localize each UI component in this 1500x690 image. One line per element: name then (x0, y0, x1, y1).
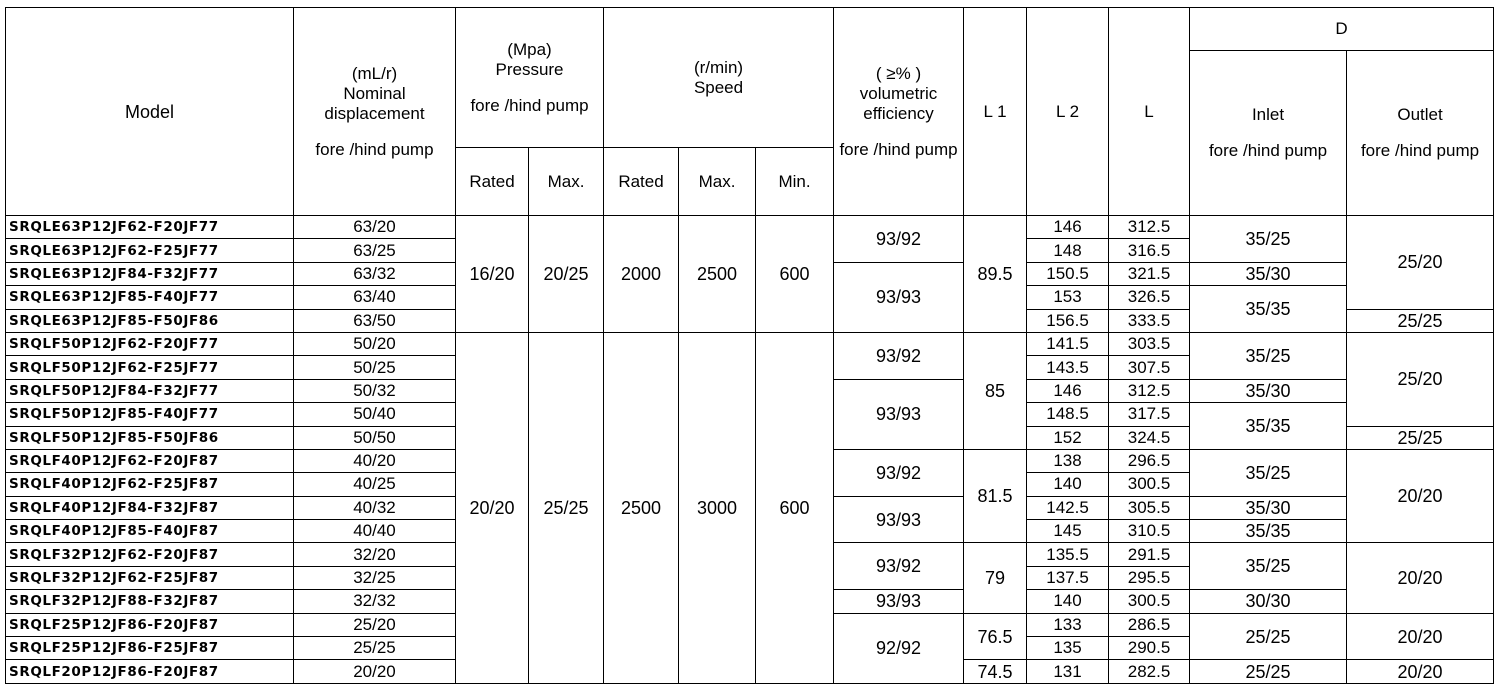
model-cell: SRQLF40P12JF85-F40JF87 (6, 520, 294, 543)
model-cell: SRQLF32P12JF88-F32JF87 (6, 590, 294, 613)
l2-cell: 156.5 (1027, 309, 1109, 332)
outlet-header (1347, 51, 1494, 216)
outlet-cell: 25/25 (1347, 309, 1494, 332)
inlet-label: Inlet (1251, 105, 1285, 124)
model-cell: SRQLF20P12JF86-F20JF87 (6, 660, 294, 684)
model-cell: SRQLE63P12JF62-F25JF77 (6, 239, 294, 262)
pressure-max-cell: 25/25 (529, 332, 604, 683)
pressure-rated-cell: 16/20 (456, 216, 529, 333)
inlet-cell: 35/35 (1190, 520, 1347, 543)
l-cell: 312.5 (1109, 216, 1190, 239)
displacement-cell: 40/25 (294, 473, 456, 496)
efficiency-fore-hind: fore /hind pump (839, 139, 958, 159)
inlet-cell: 35/30 (1190, 379, 1347, 402)
model-cell: SRQLF50P12JF85-F40JF77 (6, 403, 294, 426)
l2-cell: 140 (1027, 473, 1109, 496)
l-cell: 310.5 (1109, 520, 1190, 543)
displacement-cell: 63/40 (294, 286, 456, 309)
model-cell: SRQLF25P12JF86-F25JF87 (6, 637, 294, 660)
model-cell: SRQLF50P12JF62-F25JF77 (6, 356, 294, 379)
outlet-cell: 25/25 (1347, 426, 1494, 449)
displacement-label: Nominal displacement (324, 83, 425, 123)
l2-cell: 153 (1027, 286, 1109, 309)
l-cell: 296.5 (1109, 449, 1190, 472)
l-cell: 290.5 (1109, 637, 1190, 660)
efficiency-cell: 93/92 (834, 216, 964, 263)
l1-cell: 89.5 (964, 216, 1027, 333)
displacement-unit: (mL/r) (351, 63, 398, 83)
l2-cell: 141.5 (1027, 332, 1109, 355)
speed-min-cell: 600 (756, 216, 834, 333)
efficiency-cell: 93/93 (834, 379, 964, 449)
inlet-cell: 35/30 (1190, 262, 1347, 285)
model-cell: SRQLF25P12JF86-F20JF87 (6, 613, 294, 636)
l-cell: 312.5 (1109, 379, 1190, 402)
efficiency-unit: ( ≥% ) (875, 63, 922, 83)
pressure-rated-cell: 20/20 (456, 332, 529, 683)
outlet-cell: 25/20 (1347, 332, 1494, 426)
displacement-cell: 40/20 (294, 449, 456, 472)
l-cell: 291.5 (1109, 543, 1190, 566)
d-header: D (1190, 8, 1494, 51)
model-cell: SRQLE63P12JF84-F32JF77 (6, 262, 294, 285)
outlet-cell: 25/20 (1347, 216, 1494, 310)
efficiency-cell: 92/92 (834, 613, 964, 683)
model-cell: SRQLF40P12JF62-F20JF87 (6, 449, 294, 472)
efficiency-cell: 93/92 (834, 332, 964, 379)
l-cell: 326.5 (1109, 286, 1190, 309)
l-cell: 286.5 (1109, 613, 1190, 636)
speed-max-cell: 2500 (679, 216, 756, 333)
displacement-cell: 25/20 (294, 613, 456, 636)
speed-rated-cell: 2000 (604, 216, 679, 333)
l2-cell: 131 (1027, 660, 1109, 684)
l2-cell: 133 (1027, 613, 1109, 636)
l-cell: 295.5 (1109, 566, 1190, 589)
l2-cell: 152 (1027, 426, 1109, 449)
model-cell: SRQLE63P12JF62-F20JF77 (6, 216, 294, 239)
l2-cell: 148.5 (1027, 403, 1109, 426)
speed-max-header: Max. (679, 148, 756, 216)
table-row (6, 332, 1494, 355)
l-cell: 321.5 (1109, 262, 1190, 285)
displacement-fore-hind: fore /hind pump (315, 139, 434, 159)
displacement-cell: 63/50 (294, 309, 456, 332)
displacement-cell: 32/20 (294, 543, 456, 566)
model-cell: SRQLF50P12JF84-F32JF77 (6, 379, 294, 402)
pressure-max-header: Max. (529, 148, 604, 216)
l2-cell: 140 (1027, 590, 1109, 613)
efficiency-cell: 93/93 (834, 496, 964, 543)
l1-header: L 1 (964, 8, 1027, 216)
l1-cell: 74.5 (964, 660, 1027, 684)
efficiency-header (834, 8, 964, 216)
model-header: Model (6, 8, 294, 216)
l1-cell: 85 (964, 332, 1027, 449)
l-cell: 300.5 (1109, 473, 1190, 496)
l2-cell: 142.5 (1027, 496, 1109, 519)
l-cell: 333.5 (1109, 309, 1190, 332)
speed-header (604, 8, 834, 148)
inlet-cell: 35/30 (1190, 496, 1347, 519)
outlet-cell: 20/20 (1347, 660, 1494, 684)
speed-label: Speed (693, 77, 744, 97)
outlet-cell: 20/20 (1347, 613, 1494, 660)
efficiency-label: volumetric efficiency (859, 83, 938, 123)
l2-cell: 137.5 (1027, 566, 1109, 589)
displacement-cell: 25/25 (294, 637, 456, 660)
outlet-cell: 20/20 (1347, 543, 1494, 613)
l2-header: L 2 (1027, 8, 1109, 216)
displacement-cell: 32/25 (294, 566, 456, 589)
model-cell: SRQLF50P12JF85-F50JF86 (6, 426, 294, 449)
l1-cell: 79 (964, 543, 1027, 613)
pressure-max-cell: 20/25 (529, 216, 604, 333)
model-cell: SRQLE63P12JF85-F40JF77 (6, 286, 294, 309)
model-cell: SRQLF32P12JF62-F20JF87 (6, 543, 294, 566)
speed-max-cell: 3000 (679, 332, 756, 683)
model-cell: SRQLF32P12JF62-F25JF87 (6, 566, 294, 589)
l2-cell: 148 (1027, 239, 1109, 262)
speed-rated-header: Rated (604, 148, 679, 216)
outlet-fore-hind: fore /hind pump (1360, 141, 1480, 160)
l-cell: 303.5 (1109, 332, 1190, 355)
speed-unit: (r/min) (693, 57, 744, 77)
efficiency-cell: 93/92 (834, 449, 964, 496)
l-cell: 307.5 (1109, 356, 1190, 379)
inlet-cell: 35/25 (1190, 449, 1347, 496)
l2-cell: 135.5 (1027, 543, 1109, 566)
inlet-cell: 25/25 (1190, 660, 1347, 684)
inlet-cell: 25/25 (1190, 613, 1347, 660)
table-row (6, 216, 1494, 239)
efficiency-cell: 93/93 (834, 262, 964, 332)
displacement-cell: 50/40 (294, 403, 456, 426)
l1-cell: 76.5 (964, 613, 1027, 660)
inlet-cell: 35/35 (1190, 403, 1347, 450)
inlet-cell: 35/25 (1190, 543, 1347, 590)
l-cell: 300.5 (1109, 590, 1190, 613)
l-cell: 282.5 (1109, 660, 1190, 684)
pressure-label: Pressure (495, 59, 564, 79)
displacement-cell: 50/20 (294, 332, 456, 355)
efficiency-cell: 93/92 (834, 543, 964, 590)
l2-cell: 143.5 (1027, 356, 1109, 379)
model-cell: SRQLE63P12JF85-F50JF86 (6, 309, 294, 332)
model-cell: SRQLF40P12JF84-F32JF87 (6, 496, 294, 519)
model-cell: SRQLF40P12JF62-F25JF87 (6, 473, 294, 496)
displacement-cell: 32/32 (294, 590, 456, 613)
l-cell: 305.5 (1109, 496, 1190, 519)
l2-cell: 135 (1027, 637, 1109, 660)
displacement-cell: 50/25 (294, 356, 456, 379)
displacement-header (294, 8, 456, 216)
outlet-label: Outlet (1397, 105, 1443, 124)
pump-spec-table (5, 7, 1494, 684)
pressure-unit: (Mpa) (507, 39, 552, 59)
model-cell: SRQLF50P12JF62-F20JF77 (6, 332, 294, 355)
displacement-cell: 40/32 (294, 496, 456, 519)
inlet-fore-hind: fore /hind pump (1208, 141, 1328, 160)
displacement-cell: 50/32 (294, 379, 456, 402)
l2-cell: 146 (1027, 379, 1109, 402)
l-header: L (1109, 8, 1190, 216)
efficiency-cell: 93/93 (834, 590, 964, 613)
outlet-cell: 20/20 (1347, 449, 1494, 543)
l-cell: 316.5 (1109, 239, 1190, 262)
l1-cell: 81.5 (964, 449, 1027, 543)
pressure-rated-header: Rated (456, 148, 529, 216)
l2-cell: 138 (1027, 449, 1109, 472)
displacement-cell: 63/25 (294, 239, 456, 262)
pressure-header (456, 8, 604, 148)
pressure-fore-hind: fore /hind pump (470, 95, 589, 115)
l2-cell: 146 (1027, 216, 1109, 239)
inlet-cell: 35/35 (1190, 286, 1347, 333)
inlet-cell: 35/25 (1190, 332, 1347, 379)
displacement-cell: 50/50 (294, 426, 456, 449)
l-cell: 317.5 (1109, 403, 1190, 426)
inlet-cell: 35/25 (1190, 216, 1347, 263)
speed-rated-cell: 2500 (604, 332, 679, 683)
displacement-cell: 63/32 (294, 262, 456, 285)
displacement-cell: 63/20 (294, 216, 456, 239)
displacement-cell: 20/20 (294, 660, 456, 684)
displacement-cell: 40/40 (294, 520, 456, 543)
inlet-cell: 30/30 (1190, 590, 1347, 613)
l2-cell: 145 (1027, 520, 1109, 543)
l-cell: 324.5 (1109, 426, 1190, 449)
speed-min-cell: 600 (756, 332, 834, 683)
inlet-header (1190, 51, 1347, 216)
l2-cell: 150.5 (1027, 262, 1109, 285)
speed-min-header: Min. (756, 148, 834, 216)
